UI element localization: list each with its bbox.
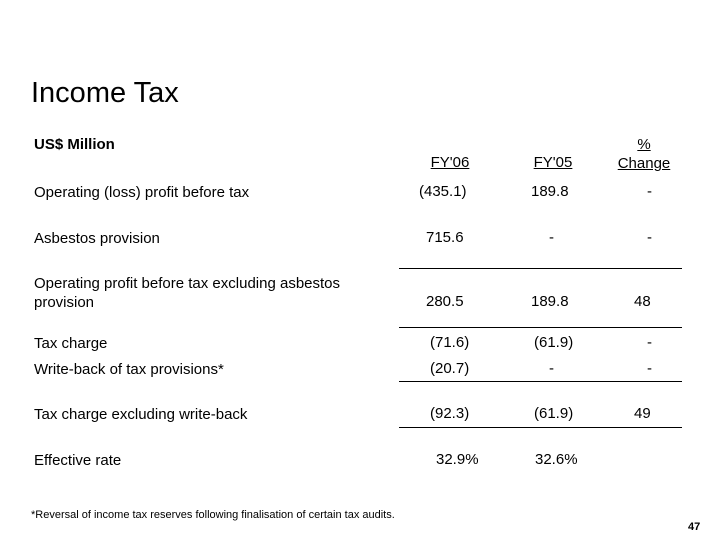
row-value-fy06: 715.6 <box>426 229 464 246</box>
row-value-change: 49 <box>634 405 651 422</box>
row-label-operating-profit: Operating (loss) profit before tax <box>34 184 250 201</box>
row-value-fy06: 32.9% <box>436 451 479 468</box>
row-value-fy06: (435.1) <box>419 183 467 200</box>
table-rule <box>399 427 682 428</box>
row-label-tax-charge: Tax charge <box>34 335 108 352</box>
row-value-change: - <box>647 334 652 351</box>
row-value-fy06: (92.3) <box>430 405 470 422</box>
row-value-fy05: - <box>549 229 554 246</box>
row-value-fy05: 189.8 <box>531 183 569 200</box>
row-value-change: - <box>647 360 652 377</box>
row-value-change: 48 <box>634 293 651 310</box>
column-header-fy05: FY'05 <box>533 154 573 171</box>
row-label-operating-profit-excl-asbestos: Operating profit before tax excluding asbestos <box>34 275 341 292</box>
page-number: 47 <box>688 521 701 533</box>
row-label-asbestos-provision: Asbestos provision <box>34 230 160 247</box>
column-header-change-label: Change <box>617 155 671 172</box>
row-value-fy06: 280.5 <box>426 293 464 310</box>
row-label-tax-charge-excl-write-back: Tax charge excluding write-back <box>34 406 248 423</box>
row-value-change: - <box>647 183 652 200</box>
row-value-fy06: (20.7) <box>430 360 470 377</box>
row-value-fy06: (71.6) <box>430 334 470 351</box>
row-value-fy05: (61.9) <box>534 405 574 422</box>
row-value-fy05: - <box>549 360 554 377</box>
row-label-effective-rate: Effective rate <box>34 452 122 469</box>
unit-label: US$ Million <box>34 136 115 153</box>
column-header-change-symbol: % <box>637 136 651 153</box>
footnote: *Reversal of income tax reserves following finalisation of certain tax audits. <box>31 509 395 521</box>
table-rule <box>399 327 682 328</box>
row-value-fy05: (61.9) <box>534 334 574 351</box>
page-title: Income Tax <box>31 77 179 109</box>
row-value-change: - <box>647 229 652 246</box>
row-value-fy05: 32.6% <box>535 451 578 468</box>
table-rule <box>399 268 682 269</box>
row-label-write-back: Write-back of tax provisions* <box>34 361 224 378</box>
row-value-fy05: 189.8 <box>531 293 569 310</box>
column-header-fy06: FY'06 <box>430 154 470 171</box>
row-label-operating-profit-excl-asbestos-cont: provision <box>34 294 95 311</box>
table-rule <box>399 381 682 382</box>
